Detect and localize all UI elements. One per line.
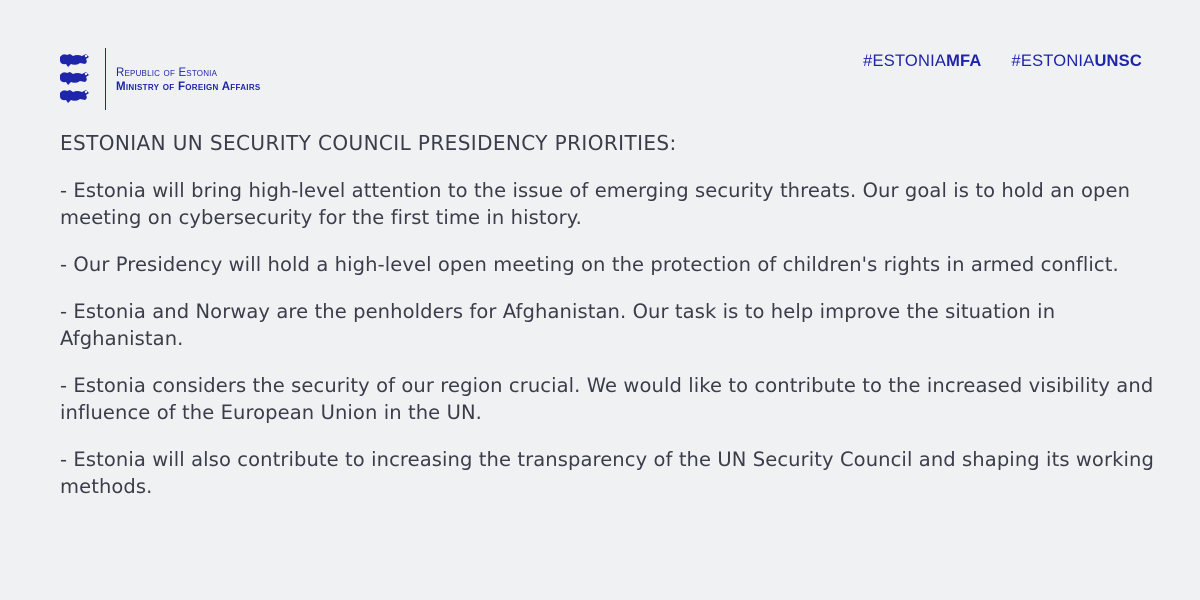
priorities-content [60,129,1160,520]
hashtag-suffix: UNSC [1094,52,1142,70]
hashtag-prefix: #ESTONIA [1011,52,1095,70]
hashtag-estonia-mfa[interactable] [863,52,981,71]
lion-2-icon [60,72,89,85]
hashtag-suffix: MFA [946,52,982,70]
priority-item: - Our Presidency will hold a high-level open meeting on the protection of children's rights in armed conflict. [60,253,1119,276]
priority-item: - Estonia will also contribute to increasing the transparency of the UN Security Council and shaping its working methods. [60,448,1154,498]
coat-of-arms-icon [58,51,92,107]
org-line-republic: Republic of Estonia [116,66,218,79]
lion-1-icon [60,54,89,67]
hashtags [863,52,1142,71]
priority-item: - Estonia will bring high-level attention to the issue of emerging security threats. Our goal is to hold an open meeting on cybersecurity for the first time in history. [60,179,1131,229]
priority-item: - Estonia considers the security of our region crucial. We would like to contribute to the increased visibility and influence of the European Union in the UN. [60,374,1154,424]
hashtag-prefix: #ESTONIA [863,52,947,70]
org-line-ministry: Ministry of Foreign Affairs [116,81,261,93]
header [0,0,1200,120]
lion-3-icon [60,90,89,103]
ministry-name [116,64,261,95]
hashtag-estonia-unsc[interactable] [1012,52,1142,71]
page-title: ESTONIAN UN SECURITY COUNCIL PRESIDENCY PRIORITIES: [60,131,677,155]
priority-item: - Estonia and Norway are the penholders for Afghanistan. Our task is to help improve the situation in Afghanistan. [60,300,1056,350]
ministry-logo [58,48,261,110]
logo-divider [105,48,106,110]
